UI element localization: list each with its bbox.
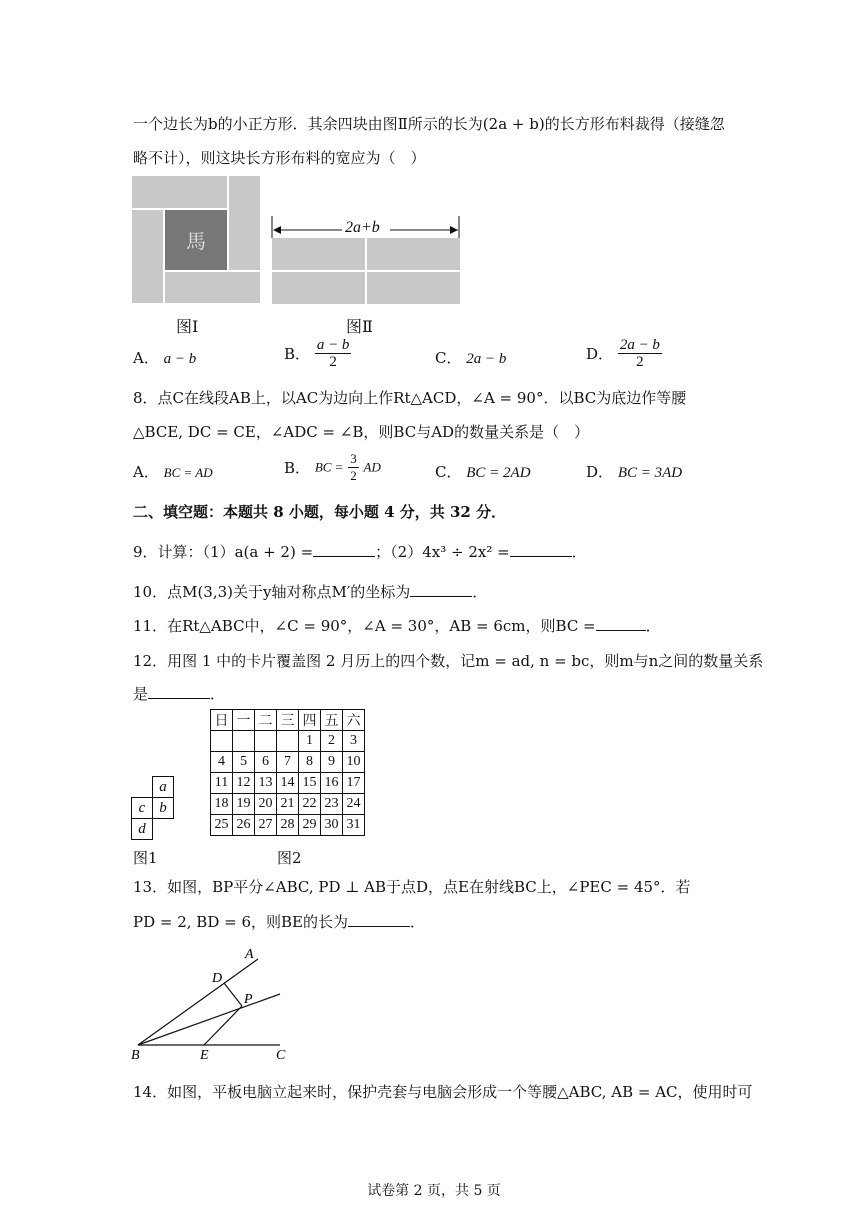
label-e: E <box>200 1048 209 1063</box>
label-d: D <box>212 971 223 986</box>
label-p: P <box>244 992 253 1007</box>
q8-option-a[interactable]: A． BC = AD <box>133 463 213 481</box>
ray-ba <box>138 959 258 1045</box>
calendar-row: 18 19 20 21 22 23 24 <box>211 794 365 815</box>
q7-option-d[interactable]: D． $\frac{2a - b}{2}$ <box>586 337 660 370</box>
label-b: B <box>131 1048 140 1063</box>
center-char: 馬 <box>186 229 206 253</box>
q10-blank[interactable] <box>410 582 472 597</box>
segment-pd <box>224 983 242 1006</box>
q8-option-b[interactable]: B． BC = $\frac{3}{2}$ AD <box>284 451 381 483</box>
q12-fig1-label: 图1 <box>133 849 158 867</box>
label-c: C <box>276 1048 286 1063</box>
q13-blank[interactable] <box>348 912 410 927</box>
figure-2-dimension: 2a+b <box>345 219 380 236</box>
calendar-row: 4 5 6 7 8 9 10 <box>211 752 365 773</box>
q14-line1: 14．如图，平板电脑立起来时，保护壳套与电脑会形成一个等腰△ABC, AB = AC，使用时可 <box>133 1083 753 1101</box>
q7-option-b[interactable]: B． $\frac{a - b}{2}$ <box>284 337 350 370</box>
page-footer: 试卷第 2 页，共 5 页 <box>367 1183 501 1199</box>
q13-line1: 13．如图，BP平分∠ABC, PD ⊥ AB于点D，点E在射线BC上，∠PEC = 45°．若 <box>133 878 691 896</box>
q7-option-a[interactable]: A． a − b <box>133 349 197 367</box>
q13-line2: PD = 2, BD = 6，则BE的长为 ． <box>133 913 425 931</box>
q8-option-d[interactable]: D． BC = 3AD <box>586 463 683 481</box>
calendar-header: 日 一 二 三 四 五 六 <box>211 710 365 731</box>
section-2-heading: 二、填空题：本题共 8 小题，每小题 4 分，共 32 分． <box>133 503 507 521</box>
figure-1-squares <box>132 176 262 304</box>
q8-line1: 8．点C在线段AB上，以AC为边向上作Rt△ACD，∠A = 90°．以BC为底边作等腰 <box>133 389 687 407</box>
q7-line2: 略不计），则这块长方形布料的宽应为（ ） <box>133 149 426 167</box>
segment-pe <box>204 1006 242 1045</box>
q12-line2: 是 ． <box>133 685 226 703</box>
calendar-row: 1 2 3 <box>211 731 365 752</box>
q13-geometry-figure <box>128 942 298 1066</box>
calendar-row: 25 26 27 28 29 30 31 <box>211 815 365 836</box>
q9-blank-1[interactable] <box>313 542 375 557</box>
figure-1-label: 图Ⅰ <box>176 317 199 336</box>
q7-option-c[interactable]: C． 2a − b <box>435 349 507 367</box>
q12-card: a c b d <box>131 776 174 840</box>
ray-bp <box>138 994 280 1045</box>
q7-line1: 一个边长为b的小正方形．其余四块由图Ⅱ所示的长为(2a + b)的长方形布料裁得（接缝忽 <box>133 115 725 133</box>
q12-blank[interactable] <box>148 684 210 699</box>
q9-blank-2[interactable] <box>510 542 572 557</box>
q11: 11．在Rt△ABC中，∠C = 90°，∠A = 30°，AB = 6cm，则BC = ． <box>133 617 661 635</box>
q12-calendar <box>210 709 365 836</box>
q8-option-c[interactable]: C． BC = 2AD <box>435 463 531 481</box>
label-a: A <box>245 947 254 962</box>
q9: 9．计算：（1）a(a + 2) = ；（2）4x³ ÷ 2x² = ． <box>133 543 587 561</box>
q11-blank[interactable] <box>596 616 646 631</box>
calendar-row: 11 12 13 14 15 16 17 <box>211 773 365 794</box>
q12-line1: 12．用图 1 中的卡片覆盖图 2 月历上的四个数，记m = ad, n = bc，则m与n之间的数量关系 <box>133 652 764 670</box>
q8-line2: △BCE, DC = CE，∠ADC = ∠B，则BC与AD的数量关系是（ ） <box>133 423 590 441</box>
figure-2-label: 图Ⅱ <box>346 317 373 336</box>
q10: 10．点M(3,3)关于y轴对称点M′的坐标为 ． <box>133 583 488 601</box>
q12-fig2-label: 图2 <box>277 849 302 867</box>
